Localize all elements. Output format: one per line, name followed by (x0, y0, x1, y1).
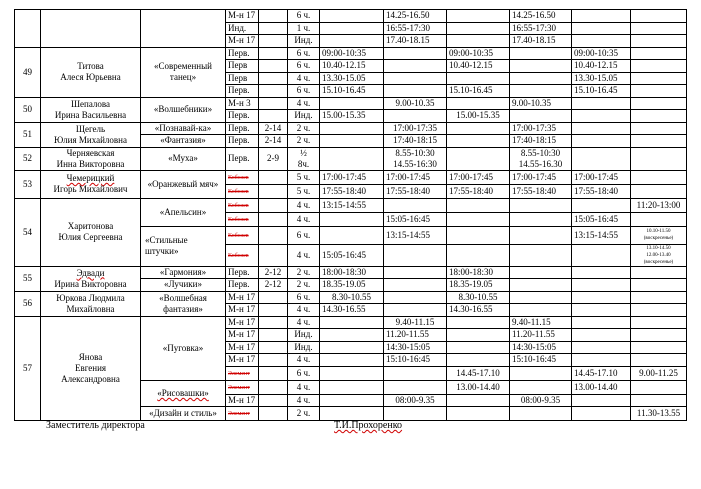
table-row: «Рисовашки» Элемент 4 ч. 13.00-14.40 13.00-14.40 (15, 380, 687, 394)
table-row: Перв 4 ч. 13.30-15.05 13.30-15.05 (15, 72, 687, 85)
table-row: 49 Титова Алеся Юрьевна «Современный танец» Перв. 6 ч. 09:00-10:35 09:00-10:35 09:00-10:35 (15, 47, 687, 60)
table-row: «Стильные штучки» Кобозев 6 ч. 13:15-14:55 13:15-14:55 10.10-11.50 (воскресенье) (15, 226, 687, 244)
teacher-cell: Титова Алеся Юрьевна (41, 47, 141, 97)
table-row: Кобозев 5 ч. 17:55-18:40 17:55-18:40 17:55-18:40 17:55-18:40 17:55-18:40 (15, 184, 687, 198)
teacher-cell: Юркова Людмила Михайловна (41, 291, 141, 316)
table-row: 50 Шепалова Ирина Васильевна «Волшебники» М-н 3 4 ч. 9.00-10.35 9.00-10.35 (15, 97, 687, 110)
teacher-cell: Чемерицкий Игорь Михайлович (41, 170, 141, 198)
table-row: «Фантазия» Перв. 2-14 2 ч. 17:40-18:15 17:40-18:15 (15, 135, 687, 148)
table-row: 57 Янова Евгения Александровна «Пуговка» М-н 17 4 ч. 9.40-11.15 9.40-11.15 (15, 316, 687, 329)
table-row: «Лучики» Перв. 2-12 2 ч. 18.35-19.05 18.35-19.05 (15, 279, 687, 292)
table-row: 53 Чемерицкий Игорь Михайлович «Оранжевый мяч» Кобозев 5 ч. 17:00-17:45 17:00-17:45 17:00-17:45 17:00-17:45 17:00-17:45 (15, 170, 687, 184)
table-row: М-н 17 Инд. 17.40-18.15 17.40-18.15 (15, 35, 687, 48)
table-row: Кобозев 4 ч. 15:05-16:45 15:05-16:45 (15, 212, 687, 226)
table-row: 56 Юркова Людмила Михайловна «Волшебная фантазия» М-н 17 6 ч. 8.30-10.55 8.30-10.55 (15, 291, 687, 304)
table-row: Перв. 6 ч. 15.10-16.45 15.10-16.45 15.10-16.45 (15, 85, 687, 98)
signature-name: Т.И.Прохоренко (334, 420, 403, 431)
table-row: М-н 17 6 ч. 14.25-16.50 14.25-16.50 (15, 10, 687, 23)
table-row: «Дизайн и стиль» Элемент 2 ч. 11.30-13.55 (15, 407, 687, 421)
teacher-cell: Черняевская Инна Викторовна (41, 147, 141, 170)
table-row: М-н 17 Инд. 11.20-11.55 11.20-11.55 (15, 329, 687, 342)
table-row: М-н 17 4 ч. 15:10-16:45 15:10-16:45 (15, 354, 687, 367)
table-row: 52 Черняевская Инна Викторовна «Муха» Перв. 2-9 ½ 8ч. 8.55-10:30 14.55-16:30 8.55-10:30 14.55-16.30 (15, 147, 687, 170)
table-row: М-н 17 4 ч. 14.30-16.55 14.30-16.55 (15, 304, 687, 317)
table-row: М-н 17 4 ч. 08:00-9.35 08:00-9.35 (15, 394, 687, 407)
table-row: Перв. Инд. 15.00-15.35 15.00-15.35 (15, 110, 687, 123)
table-row: Инд. 1 ч. 16:55-17:30 16:55-17:30 (15, 22, 687, 35)
teacher-cell: Шепалова Ирина Васильевна (41, 97, 141, 122)
table-row: Кобозев 4 ч. 15:05-16:45 13.10-14.50 12.00-13.40 (воскресенье) (15, 244, 687, 266)
teacher-cell: Эдвади Ирина Викторовна (41, 266, 141, 291)
teacher-cell: Щегель Юлия Михайловна (41, 122, 141, 147)
table-row: М-н 17 Инд. 14:30-15:05 14:30-15:05 (15, 341, 687, 354)
teacher-cell: Харитонова Юлия Сергеевна (41, 198, 141, 266)
table-row: Перв 6 ч. 10.40-12.15 10.40-12.15 10.40-12.15 (15, 60, 687, 73)
deputy-director-label: Заместитель директора (46, 420, 145, 431)
table-row: 54 Харитонова Юлия Сергеевна «Апельсин» Кобозев 4 ч. 13:15-14:55 11:20-13:00 (15, 198, 687, 212)
schedule-table (14, 9, 687, 421)
table-row: Элемент 6 ч. 14.45-17.10 14.45-17.10 9.00-11.25 (15, 366, 687, 380)
teacher-cell: Янова Евгения Александровна (41, 316, 141, 421)
table-row: 55 Эдвади Ирина Викторовна «Гармония» Перв. 2-12 2 ч. 18:00-18:30 18:00-18:30 (15, 266, 687, 279)
table-row: 51 Щегель Юлия Михайловна «Познавай-ка» Перв. 2-14 2 ч. 17:00-17:35 17:00-17:35 (15, 122, 687, 135)
